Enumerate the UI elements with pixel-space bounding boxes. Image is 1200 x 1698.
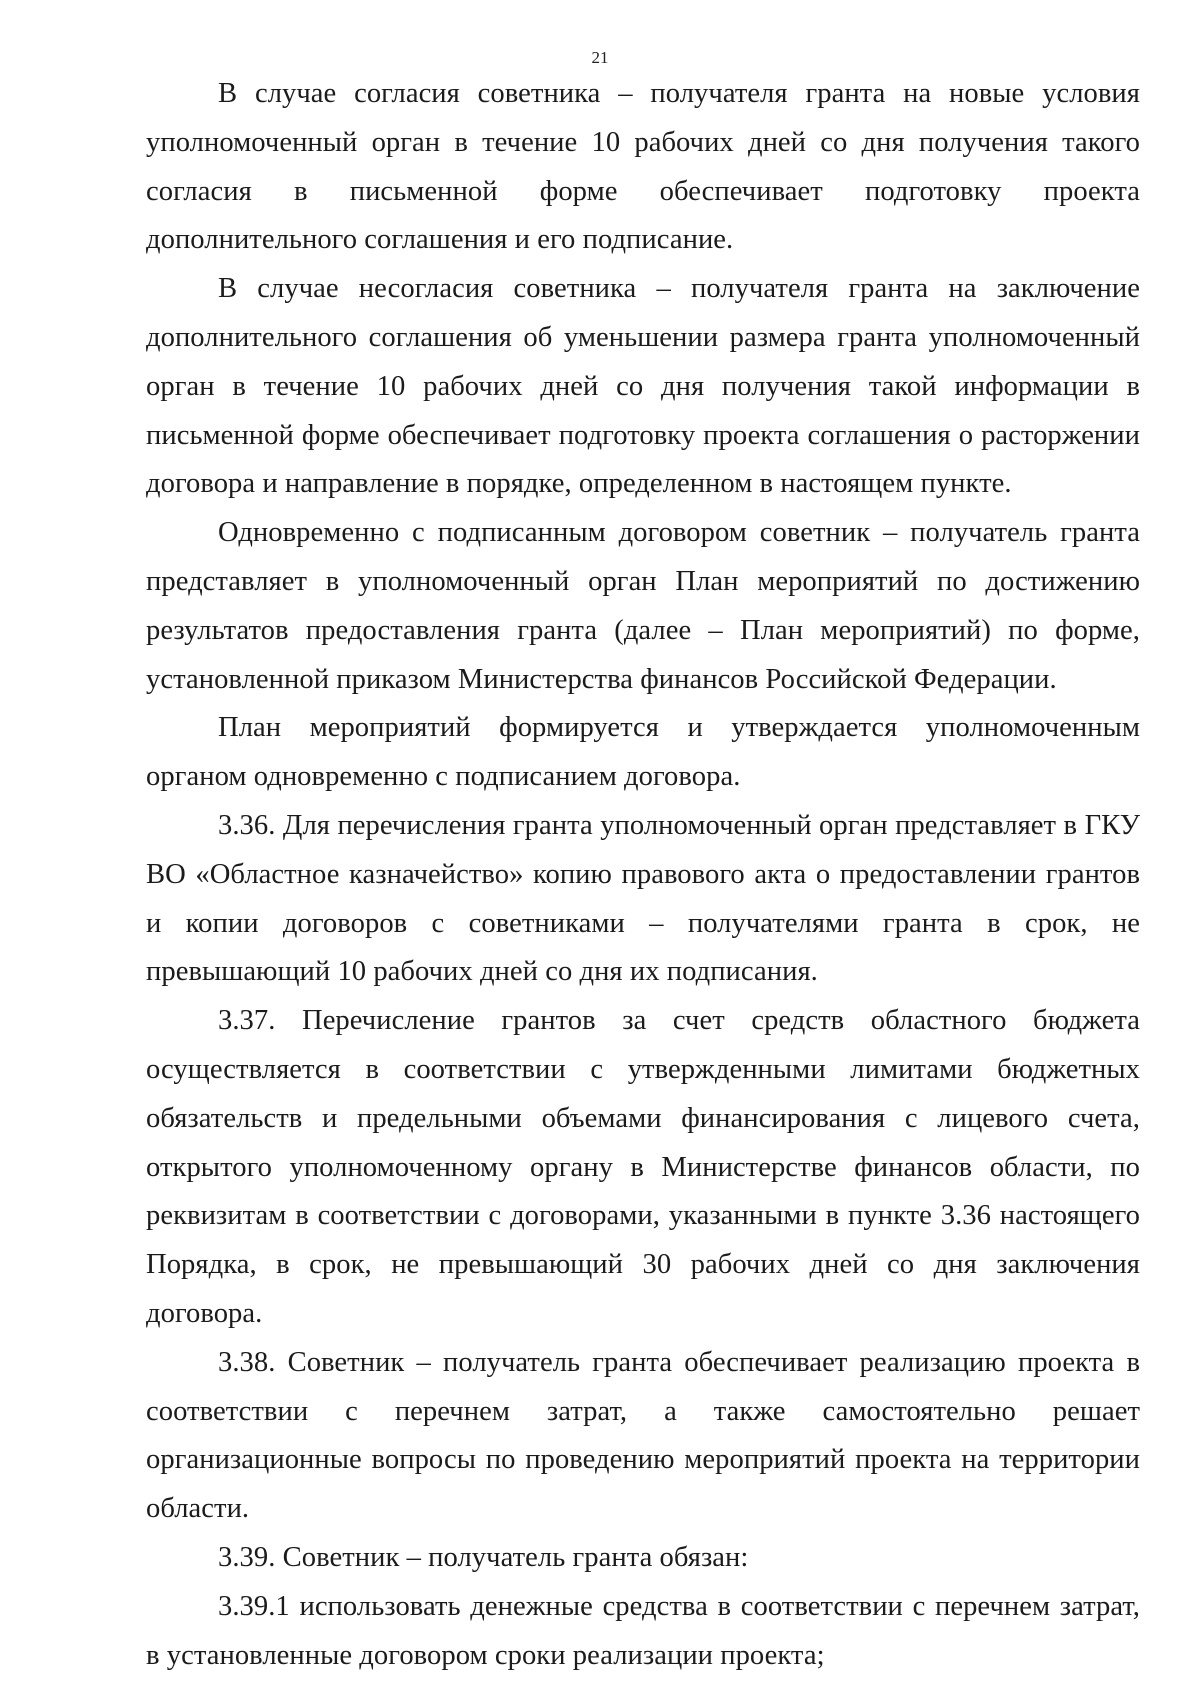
paragraph-disagreement: В случае несогласия советника – получателя гранта на заключение дополнительного соглашения об уменьшении размера гранта уполномоченный орган в течение 10 рабочих дней со дня получения такой информации в письменной форме обеспечивает подготовку проекта соглашения о расторжении договора и направление в порядке, определенном в настоящем пункте. [146, 273, 1140, 500]
paragraph-consent: В случае согласия советника – получателя гранта на новые условия уполномоченный орган в течение 10 рабочих дней со дня получения такого согласия в письменной форме обеспечивает подготовку проекта дополнительного соглашения и его подписание. [146, 78, 1140, 256]
paragraph-3-38: 3.38. Советник – получатель гранта обеспечивает реализацию проекта в соответствии с перечнем затрат, а также самостоятельно решает организационные вопросы по проведению мероприятий проекта на территории области. [146, 1346, 1140, 1525]
paragraph-3-39-1: 3.39.1 использовать денежные средства в соответствии с перечнем затрат, в установленные договором сроки реализации проекта; [146, 1590, 1140, 1671]
paragraph-3-39: 3.39. Советник – получатель гранта обязан: [218, 1541, 749, 1573]
page-number: 21 [591, 48, 609, 67]
paragraph-3-37: 3.37. Перечисление грантов за счет средств областного бюджета осуществляется в соответствии с утвержденными лимитами бюджетных обязательств и предельными объемами финансирования с лицевого счета, открытого уполномоченному органу в Министерстве финансов области, по реквизитам в соответствии с договорами, указанными в пункте 3.36 настоящего Порядка, в срок, не превышающий 30 рабочих дней со дня заключения договора. [146, 1005, 1140, 1329]
paragraph-3-36: 3.36. Для перечисления гранта уполномоченный орган представляет в ГКУ ВО «Областное казначейство» копию правового акта о предоставлении грантов и копии договоров с советниками – получателями гранта в срок, не превышающий 10 рабочих дней со дня их подписания. [146, 809, 1140, 988]
document-body [146, 70, 1140, 1680]
paragraph-plan-approval: План мероприятий формируется и утверждается уполномоченным органом одновременно с подписанием договора. [146, 712, 1140, 793]
paragraph-action-plan: Одновременно с подписанным договором советник – получатель гранта представляет в уполномоченный орган План мероприятий по достижению результатов предоставления гранта (далее – План мероприятий) по форме, установленной приказом Министерства финансов Российской Федерации. [146, 517, 1140, 695]
